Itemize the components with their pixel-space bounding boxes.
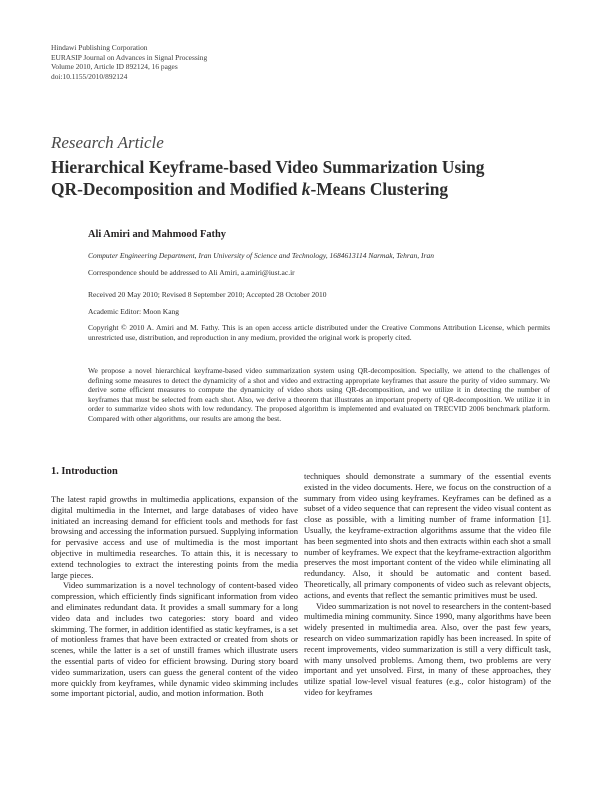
publisher-line: Hindawi Publishing Corporation — [51, 43, 148, 52]
article-type: Research Article — [51, 133, 164, 152]
section-heading-introduction: 1. Introduction — [51, 466, 118, 477]
authors: Ali Amiri and Mahmood Fathy — [88, 229, 226, 240]
intro-paragraph-2: Video summarization is a novel technology of content-based video compression, which efficiently finds significant information from video and eliminates redundant data. It provides a small summary for a long video data and includes two categories: story board and video skimming. The former, in addition identified as static keyframes, is a set of motionless frames that have been extracted or created from shots or scenes, while the latter is a set of unstill frames which illustrate users the essential parts of video for efficient browsing. During story board video summarization, users can guess the general content of the video more quickly from keyframes, while dynamic video skimming includes some important pictorial, audio, and motion information. Both — [51, 580, 298, 699]
title-line-1: Hierarchical Keyframe-based Video Summarization Using — [51, 157, 485, 177]
title-k-italic: k — [301, 179, 311, 199]
intro-paragraph-3: techniques should demonstrate a summary of the essential events existed in the video documents. Here, we focus on the construction of a summary from video using keyframes. Keyframes can be defined as a subset of a video sequence that can represent the video visual content as close as possible, with a limiting number of frame information [1]. Usually, the keyframe-extraction algorithms assume that the video file has been segmented into shots and then extracts within each shot a small number of keyframes. We expect that the keyframe-extraction algorithm preserves the most important content of the video while eliminating all redundancy. Also, it should be automatic and content based. Theoretically, all primary components of video such as relevant objects, actions, and events that reflect the semantic primitives must be used. — [304, 471, 551, 600]
title-line-2-b: -Means Clustering — [310, 179, 449, 199]
left-column — [51, 466, 298, 699]
intro-paragraph-1: The latest rapid growths in multimedia applications, expansion of the digital multimedia in the Internet, and large databases of video have initiated an increasing demand for efficient tools and methods for fast browsing and accessing the information pursued. Supplying information for pervasive access and use of multimedia is the most important objective in multimedia researches. To attain this, it is necessary to extend technologies to extract the interesting points from the media large pieces. — [51, 494, 298, 580]
academic-editor: Academic Editor: Moon Kang — [88, 307, 180, 316]
right-column — [304, 471, 551, 698]
abstract: We propose a novel hierarchical keyframe-based video summarization system using QR-decomposition. Specially, we attend to the challenges of defining some measures to detect the dynamicity of a shot and video and extracting appropriate keyframes that assure the purity of video summary. We derive some efficient measures to compute the dynamicity of video shots using QR-decomposition, and we utilize it in detecting the number of keyframes that must be selected from each shot. Also, we derive a theorem that illustrates an important property of QR-decomposition. We utilize it in order to summarize video shots with low redundancy. The proposed algorithm is implemented and evaluated on TRECVID 2006 benchmark platform. Compared with other algorithms, our results are among the best. — [88, 366, 550, 423]
intro-paragraph-4: Video summarization is not novel to researchers in the content-based multimedia mining community. Since 1990, many algorithms have been widely presented in multimedia area. Also, over the past few years, research on video summarization rapidly has been increased. In spite of recent improvements, video summarization is still a very difficult task, with many unsolved problems. Among them, two problems are very important and yet unsolved. First, in many of these approaches, they utilize spatial low-level visual features (e.g., color histogram) of the video for keyframes — [304, 600, 551, 697]
doi-line: doi:10.1155/2010/892124 — [51, 71, 128, 81]
received-dates: Received 20 May 2010; Revised 8 September 2010; Accepted 28 October 2010 — [88, 290, 327, 299]
copyright-notice: Copyright © 2010 A. Amiri and M. Fathy. This is an open access article distributed under the Creative Commons Attribution License, which permits unrestricted use, distribution, and reproduction in any medium, provided the original work is properly cited. — [88, 323, 550, 342]
volume-line: Volume 2010, Article ID 892124, 16 pages — [51, 62, 178, 72]
journal-masthead — [51, 43, 207, 81]
journal-line: EURASIP Journal on Advances in Signal Processing — [51, 52, 208, 62]
correspondence: Correspondence should be addressed to Ali Amiri, a.amiri@iust.ac.ir — [88, 268, 295, 277]
title-line-2-a: QR-Decomposition and Modified — [51, 179, 302, 199]
title-line-2 — [51, 178, 484, 200]
affiliation: Computer Engineering Department, Iran University of Science and Technology, 1684613114 Narmak, Tehran, Iran — [88, 251, 434, 260]
paper-title — [51, 156, 484, 200]
